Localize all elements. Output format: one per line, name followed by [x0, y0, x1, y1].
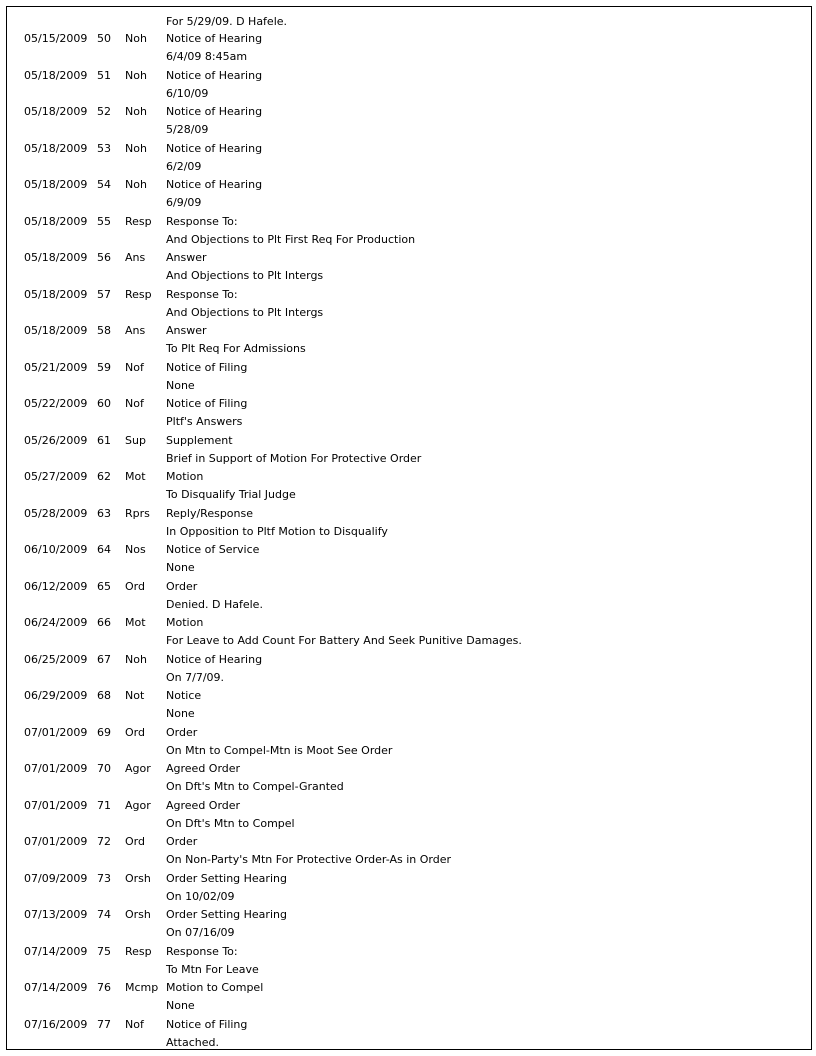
- entry-date: 05/26/2009: [24, 433, 88, 447]
- entry-description: Notice of Filing: [166, 397, 248, 410]
- entry-number: 60: [97, 397, 111, 410]
- entry-number: 74: [97, 908, 111, 921]
- entry-code: Agor: [125, 798, 151, 812]
- entry-date: 05/18/2009: [24, 287, 88, 301]
- entry-detail: On Dft's Mtn to Compel: [166, 816, 295, 830]
- entry-detail: And Objections to Plt First Req For Production: [166, 232, 416, 246]
- entry-number: 53: [97, 141, 111, 155]
- entry-detail: 6/9/09: [166, 196, 202, 209]
- entry-number: 56: [97, 251, 111, 264]
- docket-entry: [7, 797, 811, 834]
- entry-detail: On Mtn to Compel-Mtn is Moot See Order: [166, 743, 393, 757]
- docket-entry: [7, 213, 811, 250]
- entry-description: Notice of Hearing: [166, 32, 263, 45]
- entry-detail: To Mtn For Leave: [166, 962, 259, 976]
- entry-number: 59: [97, 360, 111, 374]
- entry-description: Answer: [166, 251, 207, 264]
- entry-number: 68: [97, 689, 111, 702]
- docket-entry: [7, 432, 811, 469]
- entry-number: 75: [97, 944, 111, 958]
- docket-entry: [7, 359, 811, 396]
- entry-date: 05/27/2009: [24, 470, 88, 483]
- entry-number: 65: [97, 579, 111, 593]
- docket-entry: [7, 724, 811, 761]
- entry-date: 05/22/2009: [24, 397, 88, 410]
- entry-description: Notice of Filing: [166, 360, 248, 374]
- entry-detail: 6/2/09: [166, 159, 202, 173]
- entry-code: Orsh: [125, 908, 151, 921]
- docket-entry: [7, 30, 811, 67]
- docket-entry: [7, 760, 811, 797]
- docket-entry: [7, 468, 811, 505]
- entry-detail: None: [166, 999, 195, 1012]
- entry-number: 70: [97, 762, 111, 775]
- entry-number: 55: [97, 214, 111, 228]
- entry-number: 73: [97, 871, 111, 885]
- entry-detail: On 7/7/09.: [166, 670, 225, 684]
- entry-detail: Brief in Support of Motion For Protective Order: [166, 451, 422, 465]
- entry-code: Sup: [125, 433, 146, 447]
- entry-number: 77: [97, 1017, 111, 1031]
- docket-entry: [7, 651, 811, 688]
- entry-number: 76: [97, 981, 111, 994]
- entry-description: Notice of Hearing: [166, 178, 263, 191]
- entry-detail: Pltf's Answers: [166, 415, 243, 428]
- entry-number: 51: [97, 68, 111, 82]
- entry-date: 06/10/2009: [24, 543, 88, 556]
- entry-code: Nof: [125, 397, 144, 410]
- entry-date: 07/14/2009: [24, 944, 88, 958]
- entry-date: 05/18/2009: [24, 68, 88, 82]
- docket-entry: [7, 870, 811, 907]
- entry-code: Rprs: [125, 506, 150, 520]
- docket-entry: [7, 687, 811, 724]
- entry-date: 07/01/2009: [24, 798, 88, 812]
- entry-number: 50: [97, 32, 111, 45]
- entry-date: 05/18/2009: [24, 141, 88, 155]
- entry-date: 07/01/2009: [24, 725, 88, 739]
- entry-description: Notice of Service: [166, 543, 260, 556]
- entry-date: 05/18/2009: [24, 214, 88, 228]
- entry-date: 05/18/2009: [24, 324, 88, 337]
- entry-description: Supplement: [166, 433, 233, 447]
- entry-description: Agreed Order: [166, 762, 241, 775]
- entry-detail: To Plt Req For Admissions: [166, 342, 306, 355]
- entry-detail: 6/10/09: [166, 86, 209, 100]
- entry-code: Agor: [125, 762, 151, 775]
- entry-date: 05/15/2009: [24, 32, 88, 45]
- entry-description: Response To:: [166, 944, 238, 958]
- entry-number: 72: [97, 835, 111, 848]
- docket-entry: [7, 505, 811, 542]
- entry-number: 58: [97, 324, 111, 337]
- entry-date: 06/12/2009: [24, 579, 88, 593]
- continued-detail-line: For 5/29/09. D Hafele.: [166, 15, 288, 28]
- docket-entry: [7, 1016, 811, 1053]
- docket-entry: [7, 67, 811, 104]
- entry-number: 71: [97, 798, 111, 812]
- entry-code: Ord: [125, 579, 145, 593]
- entry-number: 64: [97, 543, 111, 556]
- entry-detail: In Opposition to Pltf Motion to Disqualify: [166, 524, 388, 538]
- entry-date: 06/24/2009: [24, 616, 88, 629]
- entry-date: 05/21/2009: [24, 360, 88, 374]
- docket-entry: [7, 286, 811, 323]
- entry-detail: 6/4/09 8:45am: [166, 50, 248, 63]
- entry-date: 07/01/2009: [24, 762, 88, 775]
- docket-entry: [7, 614, 811, 651]
- entry-detail: 5/28/09: [166, 123, 209, 136]
- docket-entry: [7, 322, 811, 359]
- entry-code: Not: [125, 689, 145, 702]
- entry-description: Notice of Filing: [166, 1017, 248, 1031]
- entry-code: Resp: [125, 944, 152, 958]
- entry-date: 07/14/2009: [24, 981, 88, 994]
- entry-detail: Attached.: [166, 1035, 219, 1049]
- entry-date: 07/01/2009: [24, 835, 88, 848]
- entry-code: Resp: [125, 214, 152, 228]
- docket-entry: [7, 541, 811, 578]
- entry-date: 07/13/2009: [24, 908, 88, 921]
- entry-description: Reply/Response: [166, 506, 254, 520]
- entry-detail: None: [166, 378, 195, 392]
- entry-code: Mot: [125, 470, 146, 483]
- entry-code: Nof: [125, 1017, 144, 1031]
- entry-date: 07/16/2009: [24, 1017, 88, 1031]
- entry-number: 61: [97, 433, 111, 447]
- entry-code: Ans: [125, 324, 146, 337]
- entry-description: Motion: [166, 470, 204, 483]
- entry-code: Noh: [125, 68, 147, 82]
- entry-detail: For Leave to Add Count For Battery And Seek Punitive Damages.: [166, 634, 522, 647]
- entry-code: Noh: [125, 178, 147, 191]
- entry-description: Order: [166, 579, 198, 593]
- entry-code: Mot: [125, 616, 146, 629]
- docket-entry: [7, 979, 811, 1016]
- entry-description: Order Setting Hearing: [166, 908, 287, 921]
- entry-detail: And Objections to Plt Intergs: [166, 305, 324, 319]
- entry-description: Notice: [166, 689, 202, 702]
- entry-code: Mcmp: [125, 981, 159, 994]
- docket-entry: [7, 140, 811, 177]
- docket-entry: [7, 943, 811, 980]
- entry-date: 07/09/2009: [24, 871, 88, 885]
- entry-number: 52: [97, 105, 111, 118]
- entry-code: Noh: [125, 105, 147, 118]
- entry-description: Answer: [166, 324, 207, 337]
- entry-description: Order Setting Hearing: [166, 871, 287, 885]
- entry-detail: And Objections to Plt Intergs: [166, 269, 324, 282]
- docket-entries-list: [7, 30, 811, 1052]
- entry-code: Noh: [125, 32, 147, 45]
- entry-number: 54: [97, 178, 111, 191]
- entry-number: 69: [97, 725, 111, 739]
- entry-number: 67: [97, 652, 111, 666]
- entry-number: 62: [97, 470, 111, 483]
- entry-description: Agreed Order: [166, 798, 241, 812]
- entry-code: Noh: [125, 141, 147, 155]
- entry-description: Response To:: [166, 214, 238, 228]
- entry-number: 66: [97, 616, 111, 629]
- entry-code: Nos: [125, 543, 146, 556]
- entry-description: Notice of Hearing: [166, 652, 263, 666]
- entry-detail: On Dft's Mtn to Compel-Granted: [166, 780, 344, 793]
- entry-code: Ans: [125, 251, 146, 264]
- docket-entry: [7, 176, 811, 213]
- entry-description: Order: [166, 725, 198, 739]
- entry-code: Nof: [125, 360, 144, 374]
- docket-entry: [7, 395, 811, 432]
- entry-description: Notice of Hearing: [166, 68, 263, 82]
- entry-description: Order: [166, 835, 198, 848]
- entry-detail: On 07/16/09: [166, 926, 235, 939]
- entry-detail: On 10/02/09: [166, 889, 235, 903]
- entry-description: Motion: [166, 616, 204, 629]
- entry-description: Notice of Hearing: [166, 105, 263, 118]
- entry-code: Noh: [125, 652, 147, 666]
- entry-code: Ord: [125, 835, 145, 848]
- entry-detail: None: [166, 561, 195, 574]
- entry-number: 57: [97, 287, 111, 301]
- entry-date: 05/18/2009: [24, 178, 88, 191]
- docket-entry: [7, 249, 811, 286]
- docket-entry: [7, 103, 811, 140]
- entry-code: Ord: [125, 725, 145, 739]
- entry-code: Orsh: [125, 871, 151, 885]
- entry-detail: On Non-Party's Mtn For Protective Order-As in Order: [166, 853, 452, 866]
- entry-description: Notice of Hearing: [166, 141, 263, 155]
- docket-entry: [7, 833, 811, 870]
- docket-entry: [7, 906, 811, 943]
- docket-page-frame: [6, 6, 812, 1050]
- entry-date: 05/28/2009: [24, 506, 88, 520]
- entry-code: Resp: [125, 287, 152, 301]
- entry-date: 06/25/2009: [24, 652, 88, 666]
- entry-date: 05/18/2009: [24, 251, 88, 264]
- docket-entry: [7, 578, 811, 615]
- entry-date: 06/29/2009: [24, 689, 88, 702]
- entry-date: 05/18/2009: [24, 105, 88, 118]
- entry-number: 63: [97, 506, 111, 520]
- entry-detail: Denied. D Hafele.: [166, 597, 263, 611]
- entry-description: Response To:: [166, 287, 238, 301]
- entry-description: Motion to Compel: [166, 981, 264, 994]
- entry-detail: None: [166, 707, 195, 720]
- entry-detail: To Disqualify Trial Judge: [166, 488, 296, 501]
